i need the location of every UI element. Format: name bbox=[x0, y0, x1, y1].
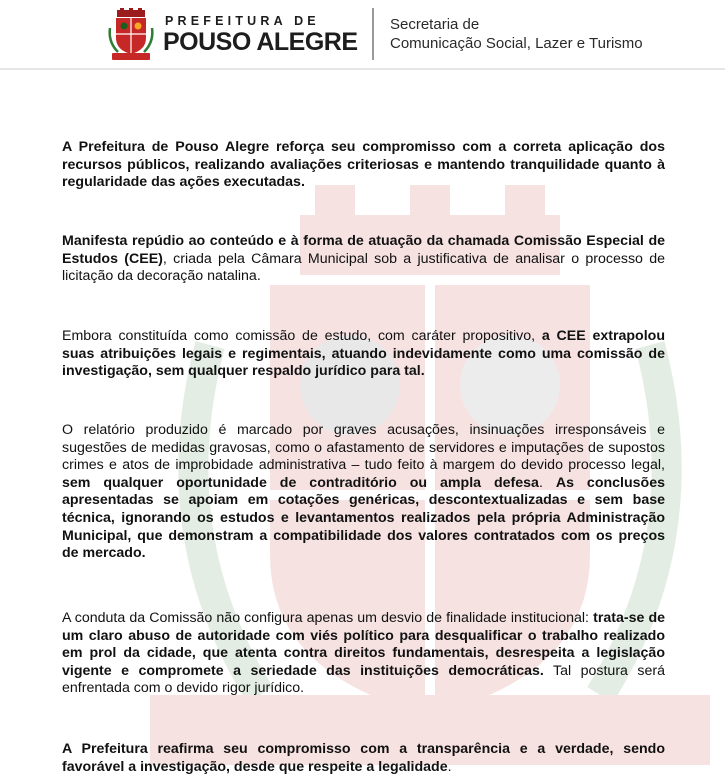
paragraph-2 bbox=[62, 233, 665, 286]
municipal-coat-of-arms-icon bbox=[108, 8, 154, 62]
body-text: A conduta da Comissão não configura apenas um desvio de finalidade institucional: bbox=[62, 610, 594, 626]
body-text: . bbox=[538, 474, 556, 491]
bold-text: Manifesta repúdio ao conteúdo e à forma de atuação da chamada Comissão Especial de Estudos (CEE) bbox=[62, 233, 665, 267]
body-text: O relatório produzido é marcado por graves acusações, insinuações irresponsáveis e sugestões de medidas gravosas, como o afastamento de servidores e imputações de supostos crimes e atos de improbidade administrativa – tudo feito à margem do devido processo legal, bbox=[62, 422, 665, 474]
brand-name: POUSO ALEGRE bbox=[163, 28, 358, 56]
bold-text: sem qualquer oportunidade de contraditório ou ampla defesa bbox=[62, 474, 539, 491]
header-rule bbox=[0, 68, 725, 70]
body-text: , criada pela Câmara Municipal sob a justificativa de analisar o processo de licitação da decoração natalina. bbox=[62, 250, 666, 285]
bold-text: A Prefeitura reafirma seu compromisso com a transparência e a verdade, sendo favorável a investigação, desde que respeite a legalidade bbox=[62, 741, 665, 775]
paragraph-5 bbox=[62, 610, 665, 698]
bold-text: a CEE extrapolou suas atribuições legais e regimentais, atuando indevidamente como uma comissão de investigação, sem qualquer respaldo jurídico para tal. bbox=[62, 328, 665, 380]
secretaria-name: Comunicação Social, Lazer e Turismo bbox=[390, 35, 643, 52]
paragraph-3 bbox=[62, 328, 665, 381]
secretaria-title: Secretaria de bbox=[390, 16, 480, 33]
letterhead bbox=[0, 0, 725, 78]
header-divider bbox=[372, 8, 374, 60]
body-text: Tal postura será enfrentada com o devido rigor jurídico. bbox=[62, 662, 666, 697]
paragraph-4 bbox=[62, 422, 665, 563]
brand-prefix: PREFEITURA DE bbox=[165, 14, 320, 28]
bold-text: As conclusões apresentadas se apoiam em cotações genéricas, descontextualizadas e sem base técnica, ignorando os estudos e levantamentos realizados pela própria Administração Municipal, que demonstram a compatibilidade dos valores contratados com os preços de mercado. bbox=[62, 474, 665, 562]
body-text: Embora constituída como comissão de estudo, com caráter propositivo, bbox=[62, 328, 542, 344]
bold-text: A Prefeitura de Pouso Alegre reforça seu compromisso com a correta aplicação dos recursos públicos, realizando avaliações criteriosas e mantendo tranquilidade quanto à regularidade das ações executadas. bbox=[62, 139, 665, 191]
paragraph-1 bbox=[62, 139, 665, 192]
paragraph-6 bbox=[62, 741, 665, 776]
bold-text: trata-se de um claro abuso de autoridade com viés político para desqualificar o trabalho realizado em prol da cidade, que atenta contra direitos fundamentais, desrespeita a legislação vigente e compromete a seriedade das instituições democráticas. bbox=[62, 610, 666, 679]
body-text: . bbox=[447, 758, 452, 775]
